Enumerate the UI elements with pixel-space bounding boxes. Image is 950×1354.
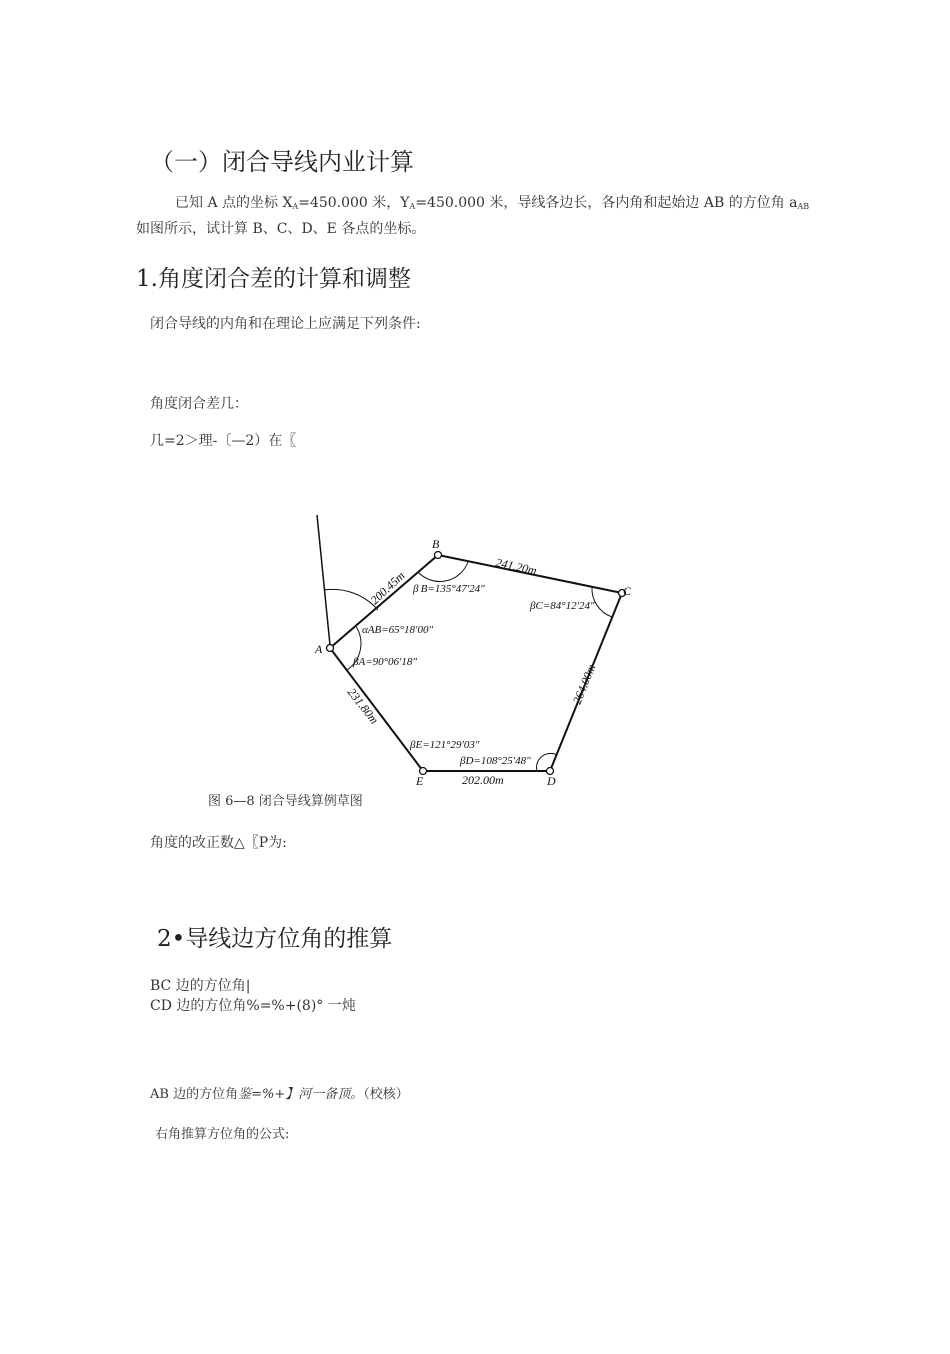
intro-text-3: =450.000 米，导线各边长，各内角和起始边 AB 的方位角 a [415, 195, 798, 211]
angle-beta-c: βC=84°12′24″ [530, 600, 595, 612]
ab-azimuth-formula: 鉴=%+】河一备顶。 [238, 1087, 364, 1102]
intro-text-1: 已知 A 点的坐标 X [175, 195, 293, 211]
label-point-b: B [432, 537, 440, 551]
angle-alpha-ab: αAB=65°18′00″ [362, 624, 434, 636]
intro-line-1 [175, 192, 809, 212]
side-cd-length: 264.00m [569, 662, 599, 707]
heading-angle-closure: 1.角度闭合差的计算和调整 [136, 266, 411, 292]
paragraph-closure: 角度闭合差几： [150, 396, 248, 412]
label-point-c: C [623, 584, 632, 598]
side-ab-length: 200.45m [367, 568, 408, 608]
ab-azimuth-check: （校核） [363, 1087, 409, 1102]
label-point-d: D [547, 774, 556, 788]
bc-azimuth-line: BC 边的方位角| [150, 978, 251, 994]
point-b-marker [435, 552, 442, 559]
intro-text-2: =450.000 米，Y [298, 195, 410, 211]
paragraph-correction: 角度的改正数△〖P为: [150, 835, 287, 851]
intro-sub-a2: A [409, 202, 416, 211]
angle-beta-d: βD=108°25′48″ [460, 755, 531, 767]
paragraph-formula: 几=2＞理-〔—2）在〖 [150, 433, 297, 449]
intro-line-2: 如图所示，试计算 B、C、D、E 各点的坐标。 [136, 221, 426, 237]
paragraph-right-angle: 右角推算方位角的公式: [155, 1127, 290, 1142]
side-ea-length: 231.80m [344, 685, 382, 727]
point-a-marker [327, 645, 334, 652]
heading-azimuth: 2•导线边方位角的推算 [157, 926, 393, 952]
angle-beta-b: β B=135°47′24″ [413, 583, 485, 595]
label-point-a: A [315, 642, 323, 656]
paragraph-condition: 闭合导线的内角和在理论上应满足下列条件: [150, 316, 421, 332]
cd-azimuth-line: CD 边的方位角%=%+(8)° 一炖 [150, 998, 356, 1014]
ab-azimuth-label: AB 边的方位角 [150, 1087, 239, 1102]
traverse-diagram [300, 505, 660, 795]
north-line [317, 515, 330, 645]
intro-sub-ab: AB [797, 202, 810, 211]
side-bc-length: 241.20m [494, 555, 539, 578]
side-de-length: 202.00m [462, 773, 504, 787]
intro-sub-a1: A [292, 202, 299, 211]
angle-beta-a: βA=90°06′18″ [353, 656, 418, 668]
label-point-e: E [416, 774, 424, 788]
angle-beta-e: βE=121°29′03″ [410, 739, 480, 751]
section-title: （一）闭合导线内业计算 [150, 148, 414, 176]
figure-caption: 图 6—8 闭合导线算例草图 [208, 794, 363, 809]
ab-azimuth-line [150, 1083, 409, 1102]
arc-beta-c [592, 587, 612, 617]
